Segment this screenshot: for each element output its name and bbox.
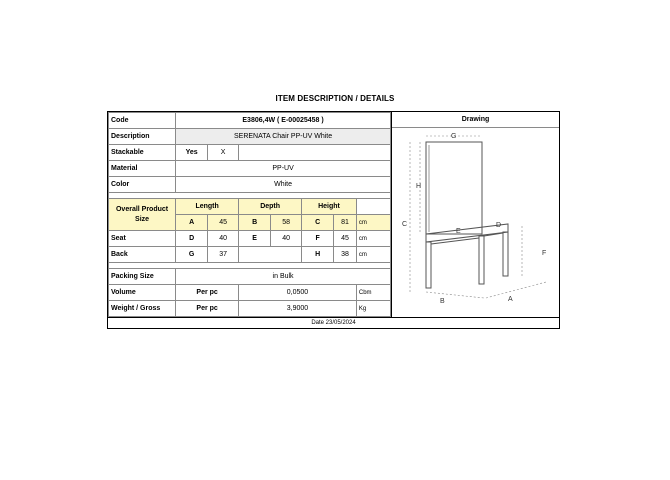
code-label: Code bbox=[109, 113, 176, 129]
weight-per: Per pc bbox=[176, 301, 239, 317]
dim-unit-seat: cm bbox=[356, 231, 390, 247]
item-sheet bbox=[107, 111, 560, 329]
length-header: Length bbox=[176, 199, 239, 215]
stackable-value: Yes bbox=[176, 145, 208, 161]
chair-backrest bbox=[426, 142, 482, 234]
dim-key-a: A bbox=[176, 215, 208, 231]
chair-leg-back-right bbox=[503, 232, 508, 276]
dimension-line-b bbox=[426, 292, 484, 298]
material-value: PP-UV bbox=[176, 161, 391, 177]
chair-leg-front-right bbox=[479, 236, 484, 284]
weight-value: 3,9000 bbox=[239, 301, 357, 317]
dim-value-b: 58 bbox=[271, 215, 302, 231]
label-d: D bbox=[496, 222, 502, 229]
dim-value-h: 38 bbox=[334, 247, 357, 263]
description-value: SERENATA Chair PP-UV White bbox=[176, 129, 391, 145]
seat-row bbox=[109, 231, 391, 247]
dimension-header-row bbox=[109, 199, 391, 215]
dim-key-e: E bbox=[239, 231, 271, 247]
volume-row bbox=[109, 285, 391, 301]
packing-label: Packing Size bbox=[109, 269, 176, 285]
label-c: C bbox=[402, 221, 408, 228]
dim-value-a: 45 bbox=[208, 215, 239, 231]
dim-key-g: G bbox=[176, 247, 208, 263]
weight-row bbox=[109, 301, 391, 317]
volume-label: Volume bbox=[109, 285, 176, 301]
back-label: Back bbox=[109, 247, 176, 263]
code-value: E3806,4W ( E-00025458 ) bbox=[176, 113, 391, 129]
description-label: Description bbox=[109, 129, 176, 145]
details-table bbox=[108, 112, 391, 317]
material-label: Material bbox=[109, 161, 176, 177]
stackable-blank bbox=[239, 145, 391, 161]
back-blank bbox=[239, 247, 302, 263]
label-e: E bbox=[456, 228, 461, 235]
material-row bbox=[109, 161, 391, 177]
label-h: H bbox=[416, 183, 422, 190]
dimension-header-blank bbox=[356, 199, 390, 215]
color-label: Color bbox=[109, 177, 176, 193]
page-title: ITEM DESCRIPTION / DETAILS bbox=[275, 94, 395, 103]
dim-key-d: D bbox=[176, 231, 208, 247]
chair-leg-front-left bbox=[426, 242, 431, 288]
document-date: Date 23/05/2024 bbox=[311, 320, 356, 326]
packing-row bbox=[109, 269, 391, 285]
dim-value-c: 81 bbox=[334, 215, 357, 231]
stackable-label: Stackable bbox=[109, 145, 176, 161]
back-row bbox=[109, 247, 391, 263]
dim-key-h: H bbox=[302, 247, 334, 263]
column-divider bbox=[391, 112, 392, 317]
chair-drawing bbox=[396, 132, 556, 312]
description-row bbox=[109, 129, 391, 145]
height-header: Height bbox=[302, 199, 357, 215]
depth-header: Depth bbox=[239, 199, 302, 215]
overall-size-label: Overall Product Size bbox=[109, 199, 176, 231]
volume-per: Per pc bbox=[176, 285, 239, 301]
dim-unit-back: cm bbox=[356, 247, 390, 263]
dim-value-e: 40 bbox=[271, 231, 302, 247]
dim-value-d: 40 bbox=[208, 231, 239, 247]
volume-value: 0,0500 bbox=[239, 285, 357, 301]
dimension-line-a bbox=[486, 282, 546, 298]
dim-key-b: B bbox=[239, 215, 271, 231]
dim-unit-overall: cm bbox=[356, 215, 390, 231]
stackable-mark: X bbox=[208, 145, 239, 161]
label-b: B bbox=[440, 298, 445, 305]
color-value: White bbox=[176, 177, 391, 193]
volume-unit: Cbm bbox=[356, 285, 390, 301]
weight-unit: Kg bbox=[356, 301, 390, 317]
label-a: A bbox=[508, 296, 513, 303]
seat-label: Seat bbox=[109, 231, 176, 247]
weight-label: Weight / Gross bbox=[109, 301, 176, 317]
label-f: F bbox=[542, 250, 547, 257]
dim-key-f: F bbox=[302, 231, 334, 247]
packing-value: in Bulk bbox=[176, 269, 391, 285]
code-row bbox=[109, 113, 391, 129]
drawing-header: Drawing bbox=[392, 112, 559, 128]
stackable-row bbox=[109, 145, 391, 161]
label-g: G bbox=[451, 133, 457, 140]
dim-value-f: 45 bbox=[334, 231, 357, 247]
dim-key-c: C bbox=[302, 215, 334, 231]
color-row bbox=[109, 177, 391, 193]
dim-value-g: 37 bbox=[208, 247, 239, 263]
